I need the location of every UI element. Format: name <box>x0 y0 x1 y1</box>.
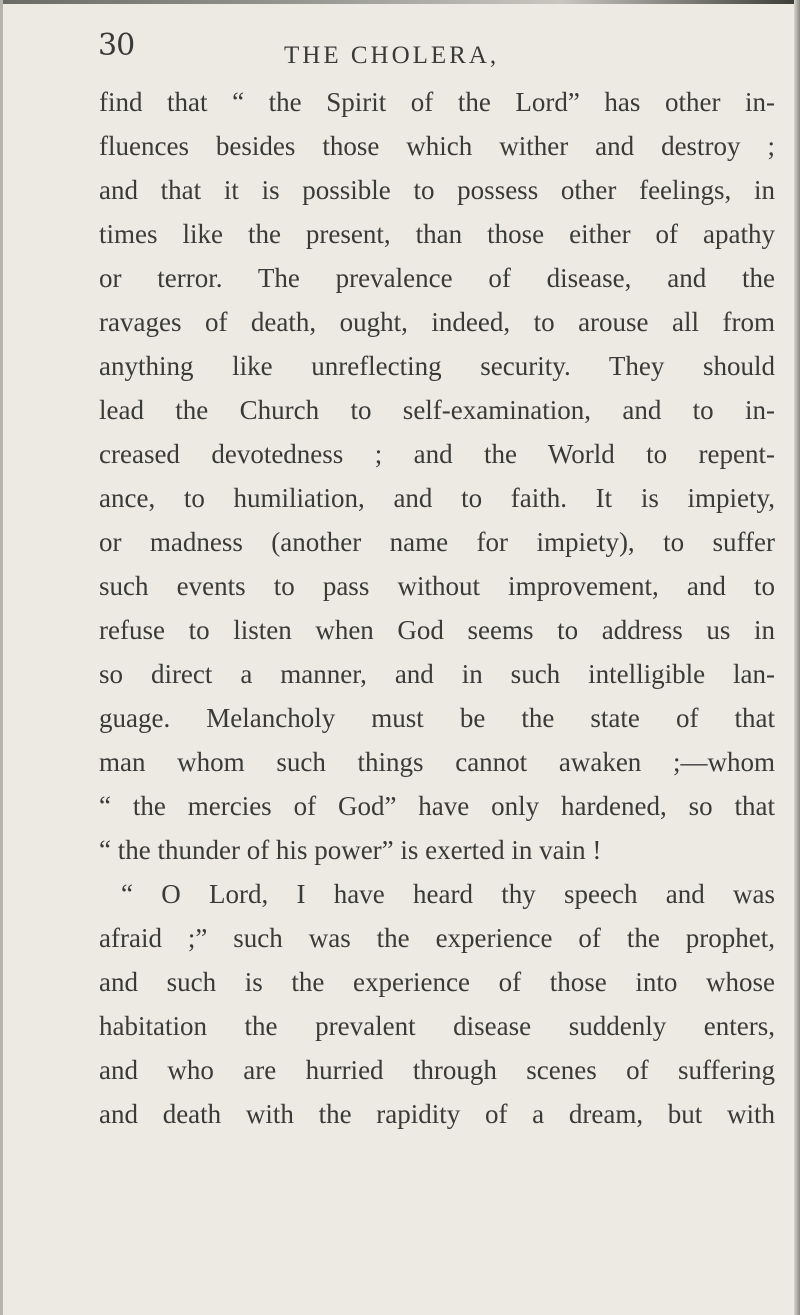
body-text <box>99 80 775 1136</box>
text-line: habitation the prevalent disease suddenly enters, <box>99 1011 775 1041</box>
text-line: ance, to humiliation, and to faith. It is impiety, <box>99 483 775 513</box>
text-line: refuse to listen when God seems to address us in <box>99 615 775 645</box>
page-header <box>98 28 758 76</box>
text-line: and death with the rapidity of a dream, but with <box>99 1099 775 1129</box>
text-line: guage. Melancholy must be the state of that <box>99 703 775 733</box>
text-line: find that “ the Spirit of the Lord” has other in- <box>99 87 775 117</box>
text-line: times like the present, than those either of apathy <box>99 219 775 249</box>
page-top-edge <box>0 0 800 4</box>
text-line: anything like unreflecting security. They should <box>99 351 775 381</box>
text-line: or terror. The prevalence of disease, and the <box>99 263 775 293</box>
text-line: “ the mercies of God” have only hardened, so that <box>99 791 775 821</box>
text-line: and that it is possible to possess other feelings, in <box>99 175 775 205</box>
text-line: creased devotedness ; and the World to repent- <box>99 439 775 469</box>
page-right-edge <box>794 0 800 1315</box>
text-line: man whom such things cannot awaken ;—whom <box>99 747 775 777</box>
text-line: and such is the experience of those into whose <box>99 967 775 997</box>
text-line: such events to pass without improvement, and to <box>99 571 775 601</box>
text-line: “ O Lord, I have heard thy speech and was <box>121 879 775 909</box>
text-line: and who are hurried through scenes of suffering <box>99 1055 775 1085</box>
text-line: so direct a manner, and in such intelligible lan- <box>99 659 775 689</box>
text-line: afraid ;” such was the experience of the prophet, <box>99 923 775 953</box>
text-line: or madness (another name for impiety), to suffer <box>99 527 775 557</box>
text-line: lead the Church to self-examination, and to in- <box>99 395 775 425</box>
page-number: 30 <box>98 28 135 63</box>
text-line: fluences besides those which wither and destroy ; <box>99 131 775 161</box>
text-line: ravages of death, ought, indeed, to arouse all from <box>99 307 775 337</box>
text-line: “ the thunder of his power” is exerted in vain ! <box>99 835 602 865</box>
page-left-edge <box>0 0 3 1315</box>
running-head: THE CHOLERA, <box>284 42 500 69</box>
